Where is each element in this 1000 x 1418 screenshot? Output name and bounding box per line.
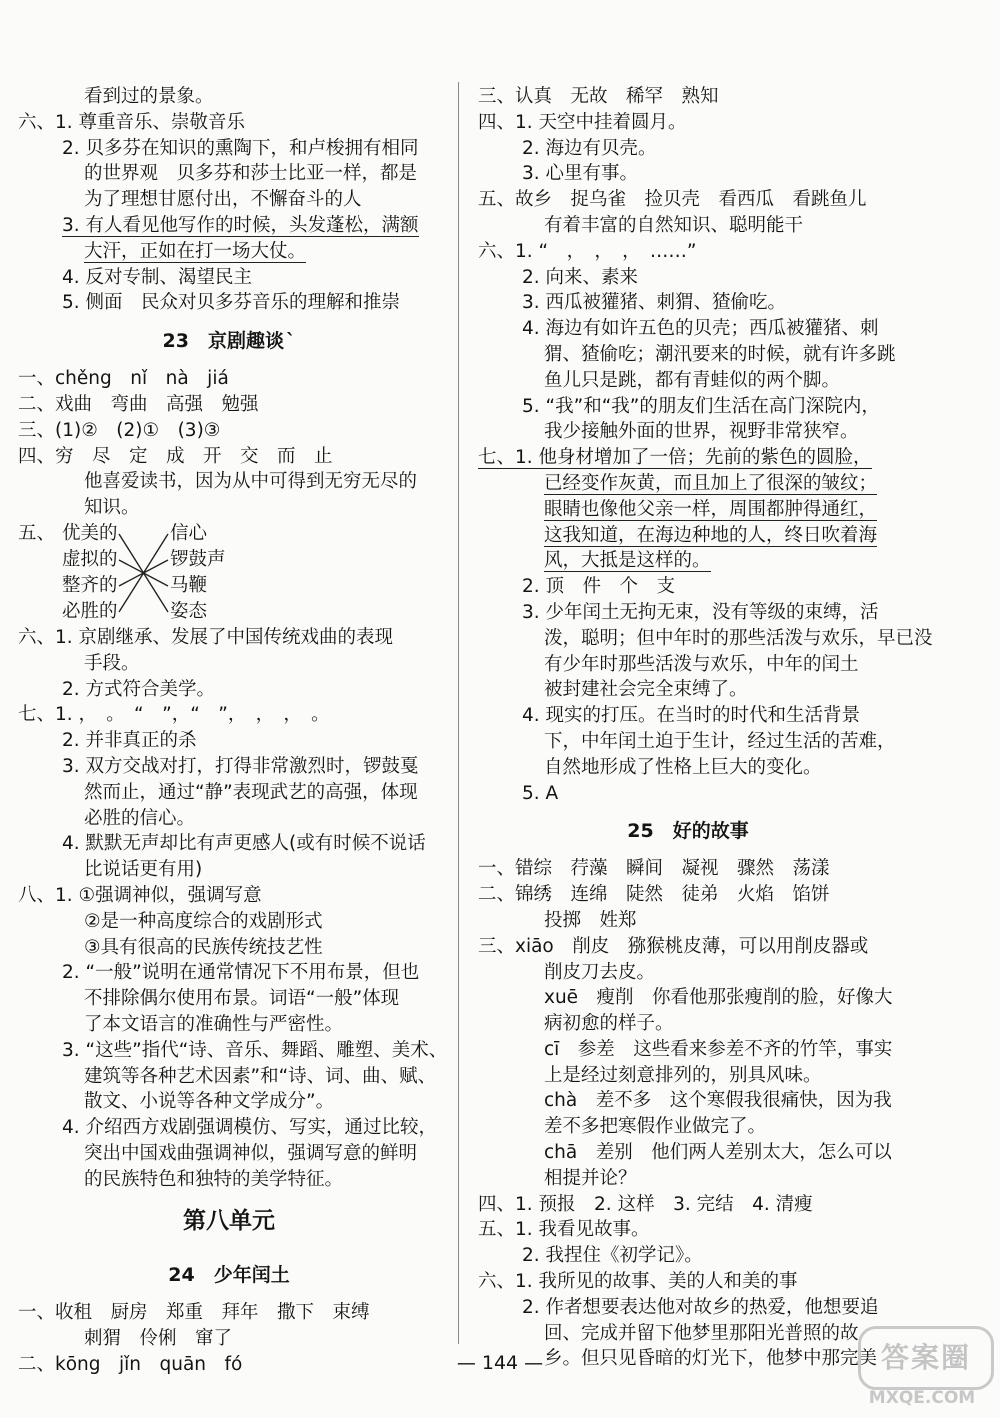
answer-line: [18, 469, 440, 495]
answer-text: 自然地形成了性格上巨大的变化。: [544, 756, 822, 778]
answer-line: [478, 574, 898, 600]
answer-line: [478, 703, 898, 729]
answer-line: [478, 136, 898, 162]
answer-text: 他喜爱读书，因为从中可得到无穷无尽的: [84, 471, 418, 493]
answer-text: 六、1. 尊重音乐、崇敬音乐: [18, 111, 246, 133]
answer-line: [478, 394, 898, 420]
print-mark: `: [285, 330, 296, 353]
answer-text: 散文、小说等各种文学成分”。: [84, 1091, 335, 1113]
answer-line: [18, 110, 440, 136]
answer-line: [18, 857, 440, 883]
answer-line: [478, 882, 898, 908]
answer-text: chà 差不多 这个寒假我很痛快，因为我: [544, 1090, 892, 1112]
answer-text: 有少年时那些活泼与欢乐，中年的闰土: [544, 653, 859, 675]
answer-text: 3. 心里有事。: [522, 163, 639, 185]
answer-line: [478, 729, 898, 755]
answer-line: [18, 1089, 440, 1115]
answer-line: [18, 728, 440, 754]
answer-text: 三、(1)② (2)① (3)③: [18, 419, 221, 441]
answer-line: [18, 677, 440, 703]
match-right-item: 姿态: [170, 600, 208, 622]
answer-line: [478, 1243, 898, 1269]
answer-line: [18, 84, 440, 110]
answer-line: [18, 1064, 440, 1090]
answer-line: [18, 444, 440, 470]
answer-text: 建筑等各种艺术因素”和“诗、词、曲、赋、: [84, 1065, 437, 1087]
left-column: [18, 84, 448, 1378]
answer-text: 突出中国戏曲强调神似，强调写意的鲜明: [84, 1142, 418, 1164]
answer-line: [478, 342, 898, 368]
answer-line: [478, 1192, 898, 1218]
answer-text: 相提并论？: [544, 1167, 637, 1189]
answer-line: [478, 497, 898, 523]
answer-line: [18, 1038, 448, 1064]
column-divider: [458, 82, 459, 1344]
answer-text: 六、1. 我所见的故事、美的人和美的事: [478, 1271, 798, 1293]
answer-text: 的民族特色和独特的美学特征。: [84, 1168, 344, 1190]
answer-text: 一、chěng nǐ nà jiá: [18, 368, 229, 390]
answer-text: 猬、猹偷吃；潮汛要来的时候，就有许多跳: [544, 343, 896, 365]
answer-line: [18, 161, 440, 187]
answer-line: [18, 418, 440, 444]
answer-line: [18, 136, 440, 162]
answer-text: 乡。但只见昏暗的灯光下，他梦中那完美: [544, 1348, 878, 1370]
answer-line: [478, 755, 898, 781]
answer-text: 手段。: [84, 652, 140, 674]
answer-line: [478, 548, 898, 574]
answer-text: 削皮刀去皮。: [544, 961, 656, 983]
answer-line: [478, 960, 898, 986]
answer-line: [478, 1088, 898, 1114]
answer-text: ②是一种高度综合的戏剧形式: [84, 910, 323, 932]
answer-line: [18, 366, 440, 392]
answer-line: [18, 290, 440, 316]
answer-text: 差不多把寒假作业做完了。: [544, 1116, 767, 1138]
answer-text: xuē 瘦削 你看他那张瘦削的脸，好像大: [544, 987, 893, 1009]
answer-line: [18, 831, 440, 857]
answer-text: 刺猬 伶俐 窜了: [84, 1328, 233, 1350]
answer-text: 然而止，通过“静”表现武艺的高强，体现: [84, 781, 418, 803]
lesson-heading: [18, 316, 440, 366]
answer-line: [18, 806, 440, 832]
answer-line: [18, 651, 440, 677]
answer-text: 三、xiāo 削皮 猕猴桃皮薄，可以用削皮器或: [478, 935, 869, 957]
answer-text: 不排除偶尔使用布景。词语“一般”体现: [84, 988, 400, 1010]
answer-text: 2. 贝多芬在知识的熏陶下，和卢梭拥有相同: [62, 137, 419, 159]
answer-text: 四、穷 尽 定 成 开 交 而 止: [18, 445, 333, 467]
answer-line: [478, 908, 898, 934]
answer-text: 2. “一般”说明在通常情况下不用布景，但也: [62, 962, 420, 984]
answer-text: 比说话更有用): [84, 859, 203, 881]
answer-line: [18, 754, 440, 780]
watermark-url: MXQE.COM: [868, 1388, 976, 1408]
answer-text: 2. 海边有贝壳。: [522, 137, 657, 159]
answer-text: 六、1. “ ， ， ， ……”: [478, 240, 697, 262]
answer-text: 4. 现实的打压。在当时的时代和生活背景: [522, 705, 861, 727]
answer-text: 必胜的信心。: [84, 807, 196, 829]
answer-line: [478, 110, 898, 136]
lesson-title: 24 少年闰土: [168, 1264, 290, 1287]
answer-line: [478, 626, 933, 652]
answer-text: 二、戏曲 弯曲 高强 勉强: [18, 393, 259, 415]
underlined-answer-text: 大汗，正如在打一场大仗。: [84, 240, 307, 262]
answer-line: [478, 677, 898, 703]
answer-line: [478, 652, 898, 678]
answer-line: [478, 290, 898, 316]
answer-line: [18, 625, 440, 651]
answer-text: 为了理想甘愿付出，不懈奋斗的人: [84, 189, 362, 211]
answer-text: 了本文语言的准确性与严密性。: [84, 1013, 344, 1035]
answer-line: [478, 1114, 898, 1140]
answer-line: [18, 702, 440, 728]
underlined-answer-text: 眼睛也像他父亲一样，周围都肿得通红，: [544, 498, 878, 520]
answer-text: 2. 顶 件 个 支: [522, 576, 676, 598]
question-number: 五、: [18, 522, 56, 544]
answer-line: [478, 600, 898, 626]
watermark: [852, 1324, 992, 1414]
answer-text: 3. 双方交战对打，打得非常激烈时，锣鼓戛: [62, 755, 419, 777]
answer-text: 5. “我”和“我”的朋友们生活在高门深院内，: [522, 395, 880, 417]
answer-text: 知识。: [84, 497, 140, 519]
answer-line: [478, 187, 898, 213]
answer-text: 4. 介绍西方戏剧强调模仿、写实，通过比较，: [62, 1117, 438, 1139]
answer-line: [18, 1115, 440, 1141]
answer-text: cī 参差 这些看来参差不齐的竹竿，事实: [544, 1038, 893, 1060]
answer-line: [18, 1012, 440, 1038]
answer-text: 下，中年闰土迫于生计，经过生活的苦难，: [544, 730, 896, 752]
unit-heading: 第八单元: [183, 1208, 275, 1235]
answer-line: [478, 1011, 898, 1037]
answer-text: 一、收租 厨房 郑重 拜年 撒下 束缚: [18, 1302, 370, 1324]
lesson-title: 25 好的故事: [627, 820, 749, 843]
answer-line: [478, 1217, 898, 1243]
answer-text: 四、1. 天空中挂着圆月。: [478, 111, 687, 133]
answer-line: [478, 934, 898, 960]
answer-text: 4. 默默无声却比有声更感人(或有时候不说话: [62, 833, 426, 855]
lesson-heading: [18, 1250, 440, 1300]
answer-text: 4. 海边有如许五色的贝壳；西瓜被獾猪、刺: [522, 318, 879, 340]
answer-text: 六、1. 京剧继承、发展了中国传统戏曲的表现: [18, 626, 394, 648]
match-right-item: 锣鼓声: [170, 548, 226, 570]
answer-text: ③具有很高的民族传统技艺性: [84, 936, 323, 958]
answer-line: [18, 1326, 440, 1352]
match-left-item: 必胜的: [62, 600, 118, 622]
answer-line: [478, 419, 898, 445]
page-number: — 144 —: [456, 1352, 544, 1374]
match-right-item: 马鞭: [170, 574, 208, 596]
answer-text: 回、完成并留下他梦里那阳光普照的故: [544, 1322, 859, 1344]
answer-line: [478, 445, 898, 471]
answer-line: [18, 780, 440, 806]
answer-line: [18, 960, 440, 986]
answer-text: 2. 我捏住《初学记》。: [522, 1245, 703, 1267]
answer-text: 3. 西瓜被獾猪、刺猬、猹偷吃。: [522, 292, 787, 314]
answer-line: [478, 368, 898, 394]
answer-text: 5. 侧面 民众对贝多芬音乐的理解和推崇: [62, 292, 401, 314]
answer-text: 八、1. ①强调神似，强调写意: [18, 884, 262, 906]
answer-line: [478, 471, 898, 497]
answer-text: 七、1. ， 。 “ ”，“ ”， ， ， 。: [18, 704, 330, 726]
answer-line: [478, 1166, 898, 1192]
answer-line: [18, 909, 440, 935]
answer-text: 2. 并非真正的杀: [62, 730, 197, 752]
answer-line: [478, 1140, 898, 1166]
answer-line: [478, 161, 898, 187]
answer-line: [478, 265, 898, 291]
answer-line: [478, 1321, 898, 1347]
answer-text: 一、错综 荇藻 瞬间 凝视 骤然 荡漾: [478, 858, 830, 880]
answer-text: 四、1. 预报 2. 这样 3. 完结 4. 清瘦: [478, 1193, 813, 1215]
answer-line: [478, 985, 898, 1011]
answer-line: [478, 1063, 898, 1089]
lesson-title: 23 京剧趣谈: [162, 330, 284, 353]
answer-line: [18, 239, 440, 265]
answer-text: 二、kōng jǐn quān fó: [18, 1354, 243, 1376]
match-left-item: 整齐的: [62, 574, 118, 596]
answer-line: [18, 935, 440, 961]
answer-line: [478, 523, 898, 549]
answer-line: [18, 495, 440, 521]
answer-line: [478, 84, 898, 110]
answer-line: [478, 1295, 898, 1321]
answer-text: chā 差别 他们两人差别太大，怎么可以: [544, 1142, 892, 1164]
answer-line: [18, 392, 440, 418]
answer-text: 病初愈的样子。: [544, 1013, 674, 1035]
answer-text: 我少接触外面的世界，视野非常狭窄。: [544, 421, 859, 443]
answer-line: [478, 856, 898, 882]
match-left-item: 优美的: [62, 522, 118, 544]
answer-text: 二、锦绣 连绵 陡然 徒弟 火焰 馅饼: [478, 884, 830, 906]
answer-line: [478, 316, 898, 342]
answer-text: 2. 作者想要表达他对故乡的热爱，他想要追: [522, 1296, 879, 1318]
answer-text: 五、1. 我看见故事。: [478, 1219, 650, 1241]
underlined-answer-text: 3. 有人看见他写作的时候，头发蓬松，满额: [62, 214, 419, 236]
underlined-answer-text: 风，大抵是这样的。: [544, 550, 711, 572]
answer-line: [478, 213, 898, 239]
answer-text: 3. “这些”指代“诗、音乐、舞蹈、雕塑、美术、: [62, 1039, 448, 1061]
answer-line: [18, 883, 440, 909]
answer-text: 三、认真 无故 稀罕 熟知: [478, 86, 719, 107]
answer-line: [18, 213, 440, 239]
answer-line: [478, 1269, 898, 1295]
lesson-heading: [478, 806, 898, 856]
answer-line: [18, 187, 440, 213]
answer-line: [478, 239, 898, 265]
answer-text: 鱼儿只是跳，都有青蛙似的两个脚。: [544, 369, 841, 391]
answer-text: 看到过的景象。: [84, 86, 214, 107]
answer-text: 4. 反对专制、渴望民主: [62, 266, 253, 288]
match-left-item: 虚拟的: [62, 548, 118, 570]
answer-line: [18, 986, 440, 1012]
match-lines: [18, 521, 238, 625]
answer-text: 2. 方式符合美学。: [62, 678, 216, 700]
answer-line: [18, 1300, 440, 1326]
answer-text: 3. 少年闰土无拘无束，没有等级的束缚，活: [522, 601, 879, 623]
underlined-answer-text: 已经变作灰黄，而且加上了很深的皱纹；: [544, 472, 878, 494]
answer-text: 五、故乡 捉乌雀 捡贝壳 看西瓜 看跳鱼儿: [478, 189, 867, 211]
matching-exercise: [18, 521, 440, 625]
underlined-answer-text: 七、1. 他身材增加了一倍；先前的紫色的圆脸，: [478, 447, 872, 469]
answer-line: [18, 1167, 440, 1193]
answer-line: [478, 1037, 898, 1063]
watermark-logo: 答案圈: [858, 1326, 994, 1390]
answer-text: 有着丰富的自然知识、聪明能干: [544, 214, 804, 236]
match-right-item: 信心: [170, 522, 208, 544]
answer-text: 被封建社会完全束缚了。: [544, 679, 748, 701]
answer-line: [18, 265, 440, 291]
answer-text: 上是经过刻意排列的，别具风味。: [544, 1064, 822, 1086]
answer-text: 泼，聪明；但中年时的那些活泼与欢乐，早已没: [544, 627, 933, 649]
answer-text: 2. 向来、素来: [522, 266, 639, 288]
answer-line: [18, 1141, 440, 1167]
underlined-answer-text: 这我知道，在海边种地的人，终日吹着海: [544, 524, 878, 546]
answer-line: [478, 781, 898, 807]
answer-text: 5. A: [522, 782, 559, 804]
answer-text: 的世界观 贝多芬和莎士比亚一样，都是: [84, 163, 418, 185]
answer-text: 投掷 姓郑: [544, 909, 637, 931]
